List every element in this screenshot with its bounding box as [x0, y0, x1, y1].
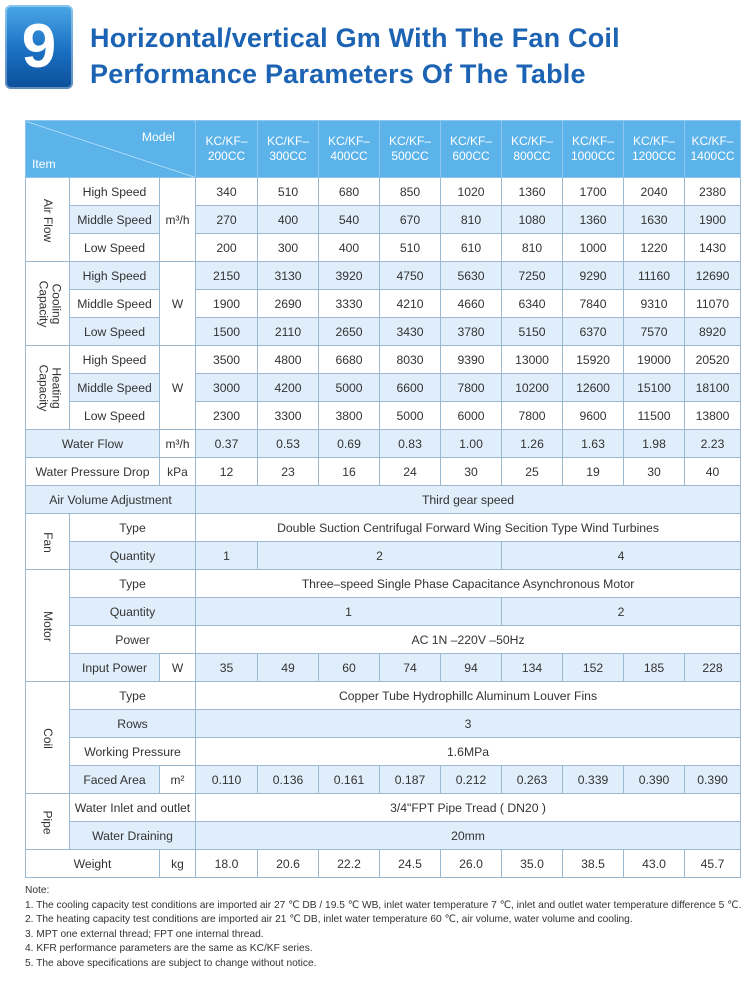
table-cell: 510: [258, 178, 319, 206]
unit-cell: m³/h: [160, 178, 196, 262]
table-cell: 2.23: [685, 430, 741, 458]
table-cell: 20.6: [258, 850, 319, 878]
table-cell: 38.5: [563, 850, 624, 878]
corner-model-label: Model: [141, 130, 176, 144]
model-header: KC/KF– 500CC: [380, 121, 441, 178]
row-label: Water Inlet and outlet: [70, 794, 196, 822]
model-header: KC/KF– 600CC: [441, 121, 502, 178]
table-cell: 5630: [441, 262, 502, 290]
table-row: [26, 570, 741, 598]
model-header: KC/KF– 300CC: [258, 121, 319, 178]
table-cell: 0.339: [563, 766, 624, 794]
table-row: [26, 346, 741, 374]
table-cell: 2690: [258, 290, 319, 318]
table-row: [26, 738, 741, 766]
table-cell: 9390: [441, 346, 502, 374]
row-label: Middle Speed: [70, 206, 160, 234]
group-label: Air Flow: [41, 198, 56, 242]
table-cell: 1.63: [563, 430, 624, 458]
table-cell: 4: [502, 542, 741, 570]
row-label: Water Flow: [26, 430, 160, 458]
table-row: [26, 542, 741, 570]
table-cell: 7570: [624, 318, 685, 346]
table-cell: 4750: [380, 262, 441, 290]
table-cell: 1080: [502, 206, 563, 234]
table-row: [26, 682, 741, 710]
unit-cell: m³/h: [160, 430, 196, 458]
span-value: AC 1N –220V –50Hz: [196, 626, 741, 654]
table-row: [26, 514, 741, 542]
row-label: Type: [70, 682, 196, 710]
table-row: [26, 458, 741, 486]
group-air-flow: [26, 178, 70, 262]
table-cell: 0.390: [624, 766, 685, 794]
row-label: Quantity: [70, 598, 196, 626]
table-cell: 20520: [685, 346, 741, 374]
table-cell: 0.212: [441, 766, 502, 794]
corner-item-label: Item: [32, 157, 56, 171]
table-cell: 4200: [258, 374, 319, 402]
group-label: Coil: [40, 727, 55, 749]
row-label: Low Speed: [70, 318, 160, 346]
table-cell: 3430: [380, 318, 441, 346]
row-label: Faced Area: [70, 766, 160, 794]
row-label: Weight: [26, 850, 160, 878]
group-coil: [26, 682, 70, 794]
table-cell: 13000: [502, 346, 563, 374]
table-cell: 5000: [319, 374, 380, 402]
table-row: [26, 430, 741, 458]
table-row: [26, 206, 741, 234]
span-value: 1.6MPa: [196, 738, 741, 766]
group-fan: [26, 514, 70, 570]
row-label: High Speed: [70, 178, 160, 206]
table-cell: 6370: [563, 318, 624, 346]
row-label: Low Speed: [70, 234, 160, 262]
table-cell: 8030: [380, 346, 441, 374]
table-row: [26, 402, 741, 430]
table-cell: 11070: [685, 290, 741, 318]
table-cell: 18.0: [196, 850, 258, 878]
table-cell: 270: [196, 206, 258, 234]
unit-cell: W: [160, 262, 196, 346]
model-header: KC/KF– 1400CC: [685, 121, 741, 178]
unit-cell: kg: [160, 850, 196, 878]
table-cell: 9290: [563, 262, 624, 290]
table-row: [26, 234, 741, 262]
row-label: Water Draining: [70, 822, 196, 850]
unit-cell: W: [160, 346, 196, 430]
table-cell: 0.37: [196, 430, 258, 458]
table-row: [26, 318, 741, 346]
title-line-1: Horizontal/vertical Gm With The Fan Coil: [90, 23, 620, 53]
unit-cell: kPa: [160, 458, 196, 486]
table-cell: 60: [319, 654, 380, 682]
table-cell: 2110: [258, 318, 319, 346]
table-cell: 43.0: [624, 850, 685, 878]
table-cell: 1.98: [624, 430, 685, 458]
span-value: 3/4"FPT Pipe Tread ( DN20 ): [196, 794, 741, 822]
group-label: Fan: [41, 531, 55, 553]
table-cell: 19000: [624, 346, 685, 374]
table-cell: 4210: [380, 290, 441, 318]
title-line-2: Performance Parameters Of The Table: [90, 59, 586, 89]
span-value: Three–speed Single Phase Capacitance Asynchronous Motor: [196, 570, 741, 598]
table-cell: 0.136: [258, 766, 319, 794]
table-cell: 540: [319, 206, 380, 234]
group-pipe: [26, 794, 70, 850]
table-cell: 0.161: [319, 766, 380, 794]
table-cell: 400: [258, 206, 319, 234]
table-cell: 6600: [380, 374, 441, 402]
table-cell: 12600: [563, 374, 624, 402]
table-cell: 16: [319, 458, 380, 486]
group-label: Heating Capacity: [36, 364, 64, 411]
table-row: [26, 850, 741, 878]
table-cell: 2300: [196, 402, 258, 430]
table-cell: 7800: [441, 374, 502, 402]
group-cooling-capacity: [26, 262, 70, 346]
table-cell: 1: [196, 598, 502, 626]
note-line: 5. The above specifications are subject to change without notice.: [25, 957, 317, 969]
notes: [25, 884, 741, 972]
span-value: 3: [196, 710, 741, 738]
table-cell: 15100: [624, 374, 685, 402]
table-cell: 1700: [563, 178, 624, 206]
table-row: [26, 486, 741, 514]
span-value: Third gear speed: [196, 486, 741, 514]
table-cell: 11160: [624, 262, 685, 290]
table-cell: 850: [380, 178, 441, 206]
group-motor: [26, 570, 70, 682]
table-corner: [26, 121, 196, 178]
table-cell: 30: [441, 458, 502, 486]
table-cell: 1900: [685, 206, 741, 234]
note-line: 2. The heating capacity test conditions are imported air 21 ℃ DB, inlet water temperature 60 ℃, air volume, water volume and cooling.: [25, 914, 633, 926]
table-cell: 0.263: [502, 766, 563, 794]
table-cell: 2150: [196, 262, 258, 290]
table-cell: 7840: [563, 290, 624, 318]
row-label: High Speed: [70, 346, 160, 374]
table-cell: 340: [196, 178, 258, 206]
table-row: [26, 710, 741, 738]
table-cell: 35: [196, 654, 258, 682]
table-cell: 1500: [196, 318, 258, 346]
table-cell: 1430: [685, 234, 741, 262]
table-cell: 3780: [441, 318, 502, 346]
note-line: 4. KFR performance parameters are the same as KC/KF series.: [25, 943, 313, 955]
table-cell: 1360: [502, 178, 563, 206]
table-row: [26, 766, 741, 794]
model-header: KC/KF– 1200CC: [624, 121, 685, 178]
table-cell: 2650: [319, 318, 380, 346]
table-cell: 1630: [624, 206, 685, 234]
model-header: KC/KF– 800CC: [502, 121, 563, 178]
table-row: [26, 178, 741, 206]
table-cell: 6680: [319, 346, 380, 374]
span-value: Copper Tube Hydrophillc Aluminum Louver Fins: [196, 682, 741, 710]
table-row: [26, 290, 741, 318]
table-cell: 2: [502, 598, 741, 626]
table-cell: 45.7: [685, 850, 741, 878]
table-cell: 4660: [441, 290, 502, 318]
row-label: Middle Speed: [70, 374, 160, 402]
table-cell: 1020: [441, 178, 502, 206]
section-number: 9: [21, 12, 57, 81]
table-cell: 0.53: [258, 430, 319, 458]
table-cell: 6340: [502, 290, 563, 318]
row-label: Water Pressure Drop: [26, 458, 160, 486]
table-cell: 2040: [624, 178, 685, 206]
table-cell: 18100: [685, 374, 741, 402]
table-cell: 680: [319, 178, 380, 206]
table-cell: 94: [441, 654, 502, 682]
span-value: Double Suction Centrifugal Forward Wing Secition Type Wind Turbines: [196, 514, 741, 542]
table-cell: 35.0: [502, 850, 563, 878]
table-cell: 134: [502, 654, 563, 682]
row-label: Middle Speed: [70, 290, 160, 318]
table-cell: 810: [441, 206, 502, 234]
table-cell: 1220: [624, 234, 685, 262]
table-cell: 1900: [196, 290, 258, 318]
table-cell: 2380: [685, 178, 741, 206]
table-row: [26, 654, 741, 682]
table-cell: 185: [624, 654, 685, 682]
table-cell: 5000: [380, 402, 441, 430]
table-cell: 22.2: [319, 850, 380, 878]
table-cell: 0.83: [380, 430, 441, 458]
table-cell: 7250: [502, 262, 563, 290]
section-number-badge: [5, 5, 73, 89]
table-cell: 24.5: [380, 850, 441, 878]
table-cell: 23: [258, 458, 319, 486]
row-label: Rows: [70, 710, 196, 738]
table-row: [26, 822, 741, 850]
performance-table: [25, 120, 741, 878]
table-cell: 228: [685, 654, 741, 682]
row-label: Power: [70, 626, 196, 654]
table-cell: 3130: [258, 262, 319, 290]
row-label: Low Speed: [70, 402, 160, 430]
table-cell: 1.26: [502, 430, 563, 458]
note-line: 3. MPT one external thread; FPT one internal thread.: [25, 928, 264, 940]
table-cell: 10200: [502, 374, 563, 402]
table-cell: 24: [380, 458, 441, 486]
table-cell: 9600: [563, 402, 624, 430]
row-label: Type: [70, 570, 196, 598]
table-cell: 3300: [258, 402, 319, 430]
model-header: KC/KF– 200CC: [196, 121, 258, 178]
row-label: Quantity: [70, 542, 196, 570]
group-label: Cooling Capacity: [36, 280, 64, 327]
table-cell: 300: [258, 234, 319, 262]
table-cell: 1.00: [441, 430, 502, 458]
page-title: [90, 20, 620, 92]
table-cell: 0.390: [685, 766, 741, 794]
table-cell: 2: [258, 542, 502, 570]
table-cell: 40: [685, 458, 741, 486]
group-heating-capacity: [26, 346, 70, 430]
table-cell: 1360: [563, 206, 624, 234]
unit-cell: W: [160, 654, 196, 682]
row-label: Working Pressure: [70, 738, 196, 766]
table-cell: 4800: [258, 346, 319, 374]
table-cell: 12690: [685, 262, 741, 290]
table-row: [26, 598, 741, 626]
table-cell: 26.0: [441, 850, 502, 878]
table-cell: 3000: [196, 374, 258, 402]
table-cell: 49: [258, 654, 319, 682]
table-cell: 74: [380, 654, 441, 682]
table-header-row: [26, 121, 741, 178]
table-cell: 12: [196, 458, 258, 486]
table-cell: 0.187: [380, 766, 441, 794]
table-cell: 5150: [502, 318, 563, 346]
table-cell: 400: [319, 234, 380, 262]
row-label: High Speed: [70, 262, 160, 290]
table-row: [26, 374, 741, 402]
table-cell: 7800: [502, 402, 563, 430]
table-cell: 810: [502, 234, 563, 262]
table-cell: 510: [380, 234, 441, 262]
table-cell: 8920: [685, 318, 741, 346]
table-cell: 11500: [624, 402, 685, 430]
table-row: [26, 794, 741, 822]
table-cell: 19: [563, 458, 624, 486]
table-cell: 13800: [685, 402, 741, 430]
model-header: KC/KF– 1000CC: [563, 121, 624, 178]
group-label: Pipe: [41, 809, 55, 835]
table-row: [26, 262, 741, 290]
table-cell: 3500: [196, 346, 258, 374]
model-header: KC/KF– 400CC: [319, 121, 380, 178]
table-cell: 200: [196, 234, 258, 262]
group-label: Motor: [41, 610, 55, 642]
table-cell: 152: [563, 654, 624, 682]
table-cell: 0.69: [319, 430, 380, 458]
table-cell: 6000: [441, 402, 502, 430]
table-cell: 3920: [319, 262, 380, 290]
row-label: Air Volume Adjustment: [26, 486, 196, 514]
table-cell: 25: [502, 458, 563, 486]
span-value: 20mm: [196, 822, 741, 850]
table-row: [26, 626, 741, 654]
notes-heading: Note:: [25, 885, 50, 896]
unit-cell: m²: [160, 766, 196, 794]
table-cell: 610: [441, 234, 502, 262]
row-label: Type: [70, 514, 196, 542]
note-line: 1. The cooling capacity test conditions are imported air 27 ℃ DB / 19.5 ℃ WB, inlet water temperature 7 ℃, inlet and outlet water temperature difference 5 ℃.: [25, 899, 742, 911]
table-cell: 670: [380, 206, 441, 234]
table-cell: 15920: [563, 346, 624, 374]
table-cell: 3800: [319, 402, 380, 430]
table-cell: 0.110: [196, 766, 258, 794]
table-cell: 9310: [624, 290, 685, 318]
row-label: Input Power: [70, 654, 160, 682]
table-cell: 1000: [563, 234, 624, 262]
table-cell: 3330: [319, 290, 380, 318]
table-cell: 30: [624, 458, 685, 486]
table-cell: 1: [196, 542, 258, 570]
